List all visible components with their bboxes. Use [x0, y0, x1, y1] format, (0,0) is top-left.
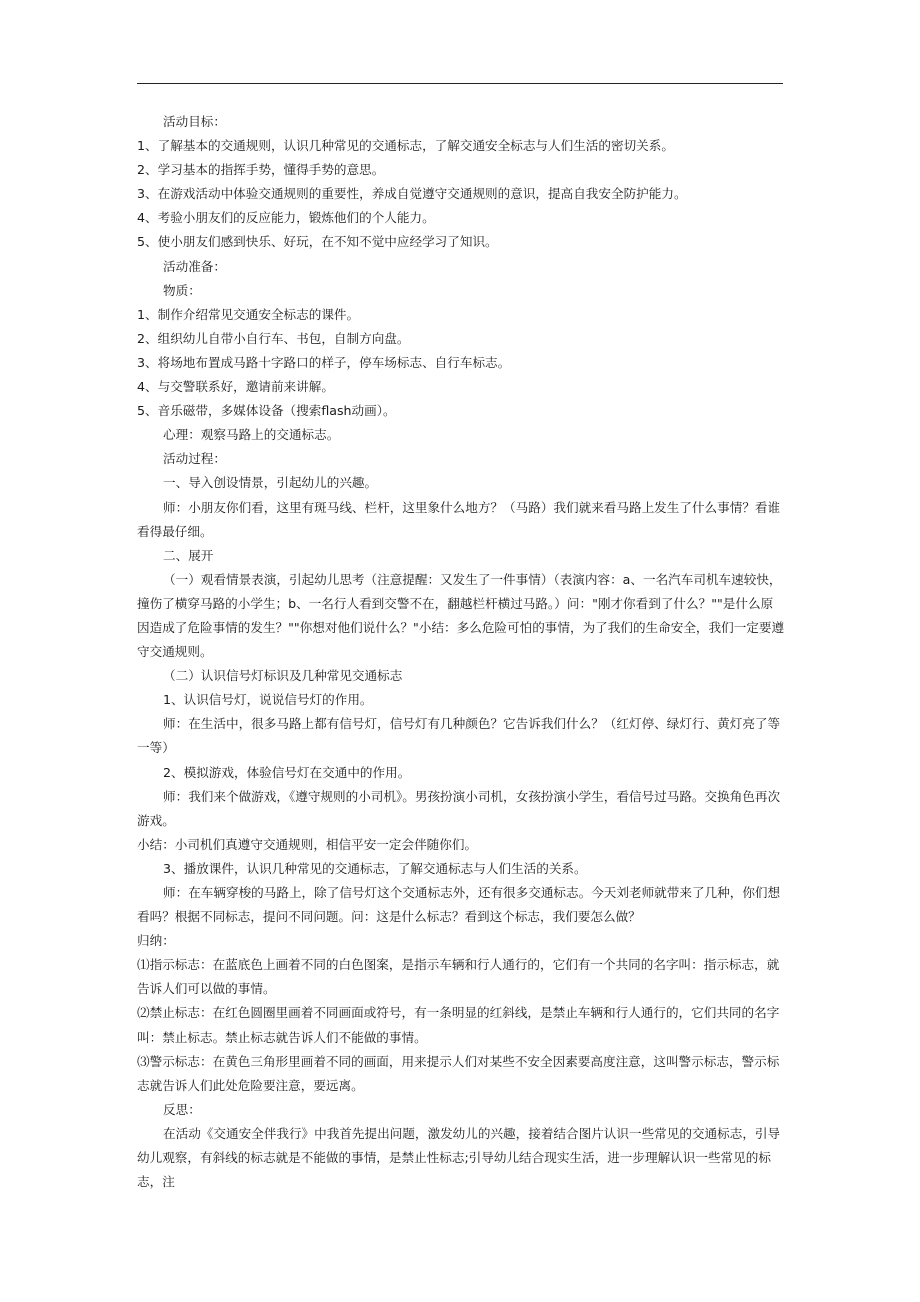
subheading-materials: 物质： [163, 282, 201, 298]
paragraph: 3、播放课件，认识几种常见的交通标志，了解交通标志与人们生活的关系。 [163, 860, 587, 876]
section-introduction: 一、导入创设情景，引起幼儿的兴趣。 [163, 475, 378, 491]
section-expand: 二、展开 [163, 547, 214, 563]
goal-item: 3、在游戏活动中体验交通规则的重要性，养成自觉遵守交通规则的意识，提高自我安全防护能力。 [137, 186, 687, 202]
preparation-item: 4、与交警联系好，邀请前来讲解。 [137, 379, 334, 395]
header-rule [137, 83, 783, 84]
document-body [137, 110, 785, 1194]
paragraph: 师：小朋友你们看，这里有斑马线、栏杆，这里象什么地方？（马路）我们就来看马路上发生了什么事情？看谁看得最仔细。 [137, 499, 781, 539]
paragraph: 2、模拟游戏，体验信号灯在交通中的作用。 [163, 764, 411, 780]
heading-reflection: 反思： [163, 1101, 201, 1117]
psychology-preparation: 心理：观察马路上的交通标志。 [163, 427, 340, 443]
paragraph: 1、认识信号灯，说说信号灯的作用。 [163, 692, 373, 708]
preparation-item: 5、音乐磁带，多媒体设备（搜索flash动画）。 [137, 403, 396, 419]
paragraph: 小结：小司机们真遵守交通规则，相信平安一定会伴随你们。 [137, 836, 478, 852]
paragraph: ⑵禁止标志：在红色圆圈里画着不同画面或符号，有一条明显的红斜线，是禁止车辆和行人通行的，它们共同的名字叫：禁止标志。禁止标志就告诉人们不能做的事情。 [137, 1005, 780, 1045]
goal-item: 5、使小朋友们感到快乐、好玩，在不知不觉中应经学习了知识。 [137, 234, 498, 250]
paragraph: （一）观看情景表演，引起幼儿思考（注意提醒：又发生了一件事情）（表演内容：a、一名汽车司机车速较快，撞伤了横穿马路的小学生；b、一名行人看到交警不在，翻越栏杆横过马路。）问："刚才你看到了什么？""是什么原因造成了危险事情的发生？""你想对他们说什么？"小结：多么危险可怕的事情，为了我们的生命安全，我们一定要遵守交通规则。 [137, 571, 785, 660]
preparation-item: 2、组织幼儿自带小自行车、书包，自制方向盘。 [137, 330, 410, 346]
heading-activity-preparation: 活动准备： [163, 258, 226, 274]
paragraph: 师：在生活中，很多马路上都有信号灯，信号灯有几种颜色？它告诉我们什么？（红灯停、绿灯行、黄灯亮了等一等） [137, 716, 781, 756]
goal-item: 1、了解基本的交通规则，认识几种常见的交通标志，了解交通安全标志与人们生活的密切关系。 [137, 138, 674, 154]
paragraph: 在活动《交通安全伴我行》中我首先提出问题，激发幼儿的兴趣，接着结合图片认识一些常见的交通标志，引导幼儿观察，有斜线的标志就是不能做的事情，是禁止性标志;引导幼儿结合现实生活，进一步理解认识一些常见的标志，注 [137, 1125, 781, 1190]
paragraph: 师：我们来个做游戏，《遵守规则的小司机》。男孩扮演小司机，女孩扮演小学生，看信号过马路。交换角色再次游戏。 [137, 788, 781, 828]
goal-item: 4、考验小朋友们的反应能力，锻炼他们的个人能力。 [137, 210, 435, 226]
subsection-heading: （二）认识信号灯标识及几种常见交通标志 [163, 668, 403, 684]
preparation-item: 1、制作介绍常见交通安全标志的课件。 [137, 306, 360, 322]
paragraph: ⑶警示标志：在黄色三角形里画着不同的画面，用来提示人们对某些不安全因素要高度注意，这叫警示标志，警示标志就告诉人们此处危险要注意，要远离。 [137, 1053, 780, 1093]
preparation-item: 3、将场地布置成马路十字路口的样子，停车场标志、自行车标志。 [137, 354, 511, 370]
goal-item: 2、学习基本的指挥手势，懂得手势的意思。 [137, 162, 385, 178]
paragraph: 师：在车辆穿梭的马路上，除了信号灯这个交通标志外，还有很多交通标志。今天刘老师就带来了几种，你们想看吗？根据不同标志，提问不同问题。问：这是什么标志？看到这个标志，我们要怎么做？ [137, 885, 781, 925]
heading-summary: 归纳： [137, 933, 175, 949]
heading-activity-process: 活动过程： [163, 451, 226, 467]
paragraph: ⑴指示标志：在蓝底色上画着不同的白色图案，是指示车辆和行人通行的，它们有一个共同的名字叫：指示标志，就告诉人们可以做的事情。 [137, 957, 780, 997]
heading-activity-goals: 活动目标： [163, 114, 226, 129]
